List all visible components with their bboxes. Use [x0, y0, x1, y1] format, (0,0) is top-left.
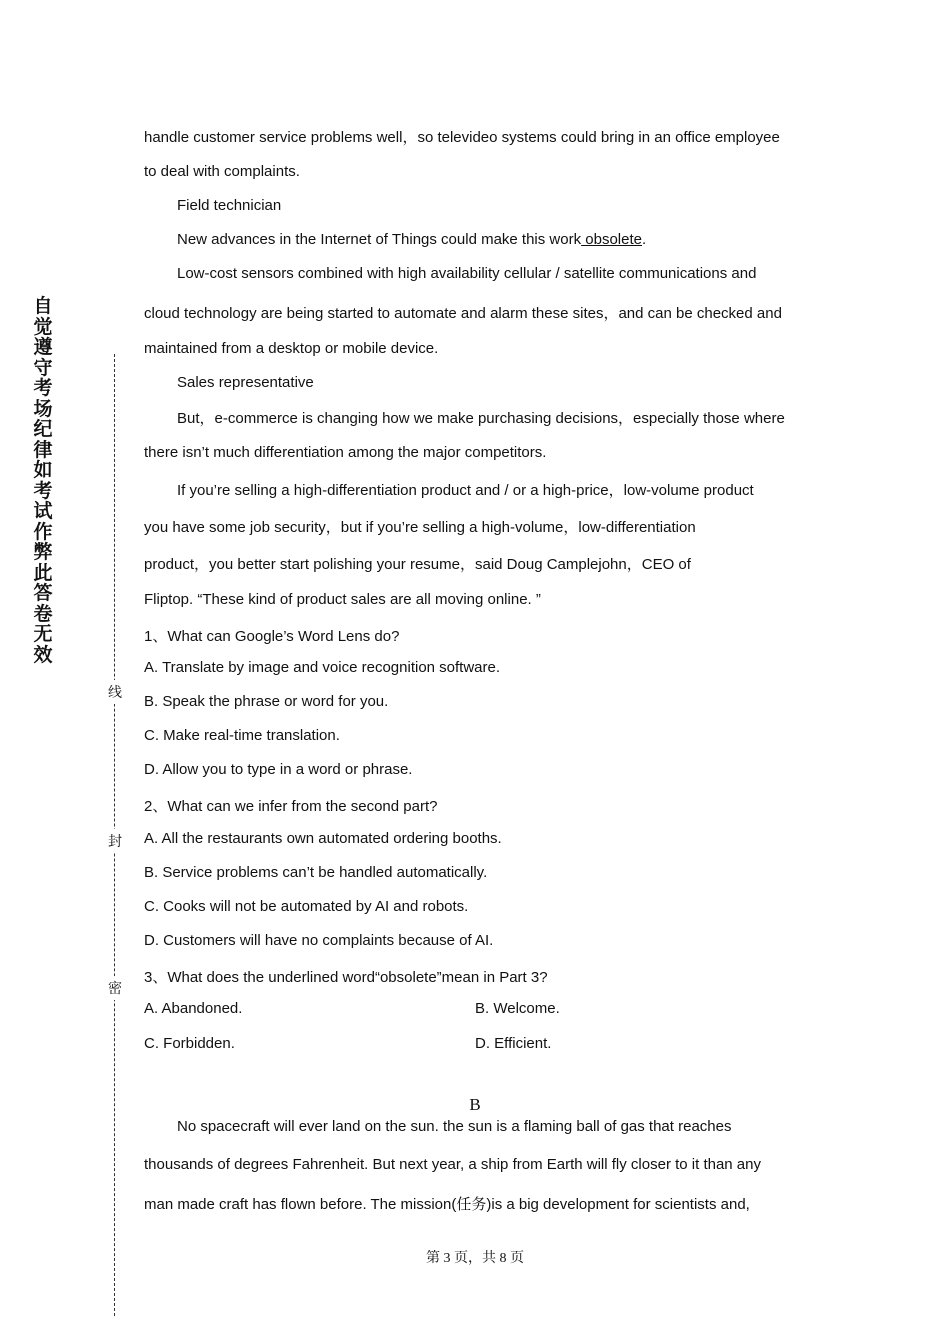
section-b-title: B [469, 1095, 481, 1114]
paragraph-line: Fliptop. “These kind of product sales are all moving online. ” [144, 591, 541, 608]
paragraph-line: cloud technology are being started to automate and alarm these sites，and can be checked and [144, 305, 782, 322]
paragraph-line: there isn’t much differentiation among the major competitors. [144, 444, 547, 461]
section-heading-sales-representative: Sales representative [177, 374, 314, 391]
paragraph-text: . [642, 231, 647, 248]
question-1-option-c: C. Make real-time translation. [144, 727, 340, 744]
question-1-option-a: A. Translate by image and voice recognition software. [144, 659, 501, 676]
question-2-stem: 2、What can we infer from the second part? [144, 798, 438, 815]
question-3-option-c: C. Forbidden. [144, 1035, 235, 1052]
question-2-option-a: A. All the restaurants own automated ordering booths. [144, 830, 502, 847]
binding-mark-feng: 封 [106, 829, 124, 853]
paragraph-line: handle customer service problems well，so televideo systems could bring in an office employee [144, 129, 780, 146]
exam-discipline-notice: 自觉遵守考场纪律如考试作弊此答卷无效 [33, 295, 53, 666]
underlined-word-obsolete: obsolete [581, 231, 642, 248]
binding-mark-mi: 密 [106, 976, 124, 1000]
binding-mark-xian: 线 [106, 680, 124, 704]
question-3-option-a: A. Abandoned. [144, 1000, 243, 1017]
paragraph-line: man made craft has flown before. The mission(任务)is a big development for scientists and, [144, 1196, 750, 1213]
page-number-footer: 第 3 页，共 8 页 [426, 1251, 524, 1266]
paragraph-line: you have some job security，but if you’re selling a high-volume，low-differentiation [144, 519, 696, 536]
paragraph-line: product，you better start polishing your resume，said Doug Camplejohn，CEO of [144, 556, 691, 573]
question-3-option-b: B. Welcome. [475, 1000, 560, 1017]
paragraph-line: No spacecraft will ever land on the sun. the sun is a flaming ball of gas that reaches [177, 1118, 732, 1135]
question-1-option-b: B. Speak the phrase or word for you. [144, 693, 389, 710]
paragraph-line: to deal with complaints. [144, 163, 300, 180]
paragraph-text: New advances in the Internet of Things could make this work [177, 231, 582, 248]
paragraph-line: But，e-commerce is changing how we make purchasing decisions，especially those where [177, 410, 785, 427]
paragraph-line [177, 231, 646, 248]
paragraph-line: Low-cost sensors combined with high availability cellular / satellite communications and [177, 265, 757, 282]
question-2-option-c: C. Cooks will not be automated by AI and robots. [144, 898, 469, 915]
question-2-option-b: B. Service problems can’t be handled automatically. [144, 864, 488, 881]
question-1-stem: 1、What can Google’s Word Lens do? [144, 628, 400, 645]
paragraph-line: thousands of degrees Fahrenheit. But next year, a ship from Earth will fly closer to it than any [144, 1156, 761, 1173]
paragraph-line: maintained from a desktop or mobile device. [144, 340, 439, 357]
question-1-option-d: D. Allow you to type in a word or phrase. [144, 761, 413, 778]
section-heading-field-technician: Field technician [177, 197, 282, 214]
paragraph-line: If you’re selling a high-differentiation product and / or a high-price，low-volume product [177, 482, 754, 499]
question-3-stem: 3、What does the underlined word“obsolete”mean in Part 3? [144, 969, 548, 986]
question-3-option-d: D. Efficient. [475, 1035, 552, 1052]
question-2-option-d: D. Customers will have no complaints because of AI. [144, 932, 494, 949]
